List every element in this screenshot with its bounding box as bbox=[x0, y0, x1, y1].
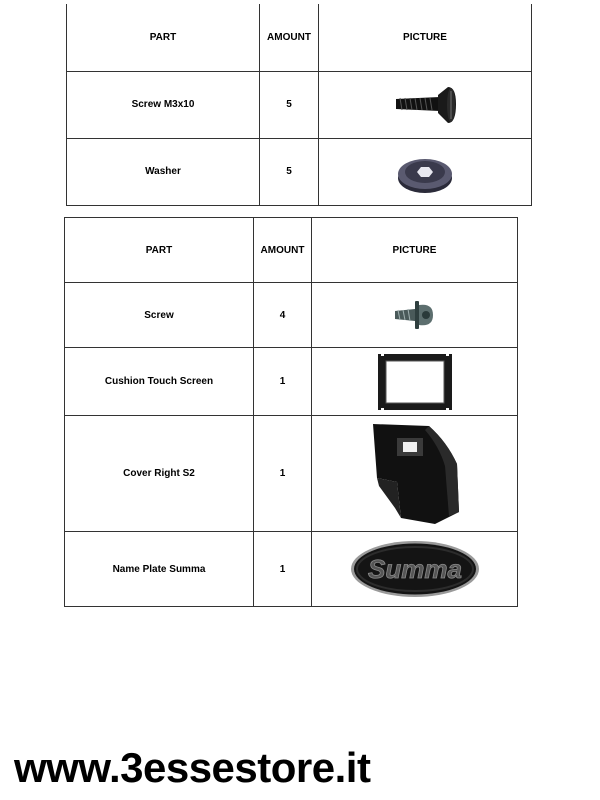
parts-table-1 bbox=[66, 4, 532, 206]
flange-screw-icon bbox=[393, 298, 437, 332]
cushion-frame-icon bbox=[375, 351, 455, 413]
part-picture bbox=[312, 283, 518, 348]
part-name: Cover Right S2 bbox=[65, 416, 254, 532]
part-name: Screw bbox=[65, 283, 254, 348]
countersunk-washer-icon bbox=[395, 148, 455, 196]
part-name: Washer bbox=[67, 138, 260, 205]
website-url: www.3essestore.it bbox=[14, 744, 371, 791]
part-amount: 1 bbox=[254, 348, 312, 416]
part-amount: 5 bbox=[260, 71, 319, 138]
part-amount: 1 bbox=[254, 532, 312, 607]
header-amount: AMOUNT bbox=[254, 218, 312, 283]
part-amount: 4 bbox=[254, 283, 312, 348]
table-row bbox=[67, 71, 532, 138]
table-header-row bbox=[65, 218, 518, 283]
header-part: PART bbox=[67, 4, 260, 71]
part-name: Cushion Touch Screen bbox=[65, 348, 254, 416]
table-row bbox=[65, 283, 518, 348]
table-row bbox=[67, 138, 532, 205]
flat-head-screw-icon bbox=[390, 85, 460, 125]
part-picture bbox=[319, 138, 532, 205]
table-row bbox=[65, 532, 518, 607]
part-name: Name Plate Summa bbox=[65, 532, 254, 607]
header-part: PART bbox=[65, 218, 254, 283]
header-picture: PICTURE bbox=[319, 4, 532, 71]
part-picture bbox=[312, 348, 518, 416]
name-plate-text: Summa bbox=[367, 554, 462, 584]
part-picture bbox=[312, 532, 518, 607]
header-amount: AMOUNT bbox=[260, 4, 319, 71]
part-picture bbox=[319, 71, 532, 138]
parts-table-2 bbox=[64, 217, 518, 607]
part-picture bbox=[312, 416, 518, 532]
name-plate-icon bbox=[348, 538, 482, 600]
table-row bbox=[65, 348, 518, 416]
table-header-row bbox=[67, 4, 532, 71]
table-row bbox=[65, 416, 518, 532]
cover-right-icon bbox=[369, 420, 461, 528]
part-amount: 5 bbox=[260, 138, 319, 205]
part-name: Screw M3x10 bbox=[67, 71, 260, 138]
header-picture: PICTURE bbox=[312, 218, 518, 283]
part-amount: 1 bbox=[254, 416, 312, 532]
